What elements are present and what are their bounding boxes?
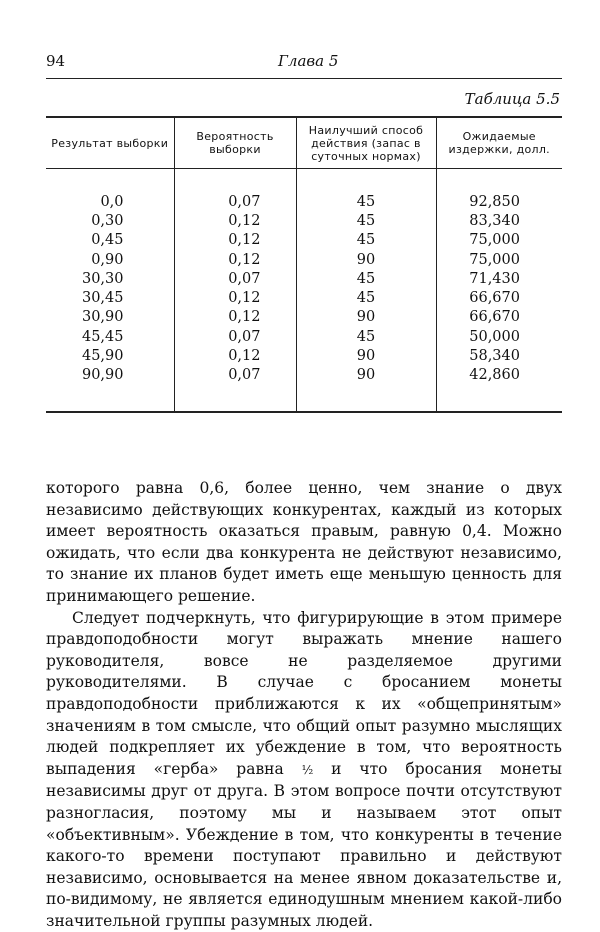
table-row [46,327,562,346]
table-header-row [46,117,562,169]
page-number: 94 [46,52,66,70]
cell-expected-cost: 92,850 [436,192,562,211]
cell-probability: 0,12 [174,231,296,250]
cell-best-action: 45 [296,327,436,346]
column-header-probability: Вероятность выборки [174,117,296,169]
paragraph-text: Следует подчеркнуть, что фигурирующие в этом примере правдоподобности могут выражать мнение нашего руководителя, вовсе не разделяемое другими руководителями. В случае с бросанием монеты правдоподобности приближаются к их «общепринятым» значениям в том смысле, что общий опыт разумно мыслящих людей подкрепляет их убеждение в том, что вероятность выпадения «герба» равна [46,608,562,778]
cell-expected-cost: 66,670 [436,288,562,307]
cell-best-action: 45 [296,231,436,250]
column-header-expected-cost: Ожидаемые издержки, долл. [436,117,562,169]
body-text [46,478,562,932]
table-row [46,308,562,327]
table-row [46,288,562,307]
cell-probability: 0,07 [174,192,296,211]
cell-expected-cost: 71,430 [436,269,562,288]
cell-result: 30,45 [81,290,124,307]
cell-best-action: 45 [296,192,436,211]
cell-result: 30,90 [81,309,124,326]
table-caption: Таблица 5.5 [464,90,560,108]
cell-best-action: 45 [296,288,436,307]
chapter-title: Глава 5 [278,52,339,70]
cell-result: 0,90 [91,251,124,268]
cell-probability: 0,07 [174,327,296,346]
cell-probability: 0,12 [174,288,296,307]
cell-probability: 0,07 [174,366,296,385]
cell-result: 45,90 [81,348,124,365]
cell-result: 45,45 [81,328,124,345]
cell-expected-cost: 66,670 [436,308,562,327]
cell-best-action: 45 [296,211,436,230]
paragraph-text: и что бросания монеты независимы друг от друга. В этом вопросе почти отсутствуют разногласия, поэтому мы и называем этот опыт «объективным». Убеждение в том, что конкуренты в течение какого-то времени поступают правильно и действуют независимо, основывается на менее явном доказательстве и, по-видимому, не является единодушным мнением какой-либо значительной группы разумных людей. [46,759,562,930]
cell-result: 0,45 [91,232,124,249]
cell-result: 0,0 [100,193,124,210]
fraction: ½ [301,762,314,777]
cell-best-action: 90 [296,366,436,385]
paragraph [46,608,562,932]
cell-result: 30,30 [81,270,124,287]
cell-result: 0,30 [91,212,124,229]
header-rule [46,78,562,79]
column-header-best-action: Наилучший способ действия (запас в суточных нормах) [296,117,436,169]
table-row [46,269,562,288]
cell-best-action: 90 [296,308,436,327]
cell-expected-cost: 42,860 [436,366,562,385]
table-row [46,366,562,385]
table-row [46,211,562,230]
cell-best-action: 90 [296,346,436,365]
paragraph: которого равна 0,6, более ценно, чем знание о двух независимо действующих конкурентах, каждый из которых имеет вероятность оказаться правым, равную 0,4. Можно ожидать, что если два конкурента не действуют независимо, то знание их планов будет иметь еще меньшую ценность для принимающего решение. [46,479,562,605]
cell-probability: 0,12 [174,308,296,327]
cell-result: 90,90 [81,367,124,384]
cell-probability: 0,07 [174,269,296,288]
cell-expected-cost: 75,000 [436,231,562,250]
cell-best-action: 45 [296,269,436,288]
table-row [46,231,562,250]
cell-probability: 0,12 [174,250,296,269]
results-table [46,116,562,413]
table-row [46,250,562,269]
column-header-result: Результат выборки [46,117,174,169]
running-header [46,52,562,74]
cell-probability: 0,12 [174,346,296,365]
table-row [46,192,562,211]
cell-expected-cost: 58,340 [436,346,562,365]
cell-best-action: 90 [296,250,436,269]
cell-expected-cost: 75,000 [436,250,562,269]
cell-expected-cost: 50,000 [436,327,562,346]
cell-probability: 0,12 [174,211,296,230]
cell-expected-cost: 83,340 [436,211,562,230]
table-row [46,346,562,365]
